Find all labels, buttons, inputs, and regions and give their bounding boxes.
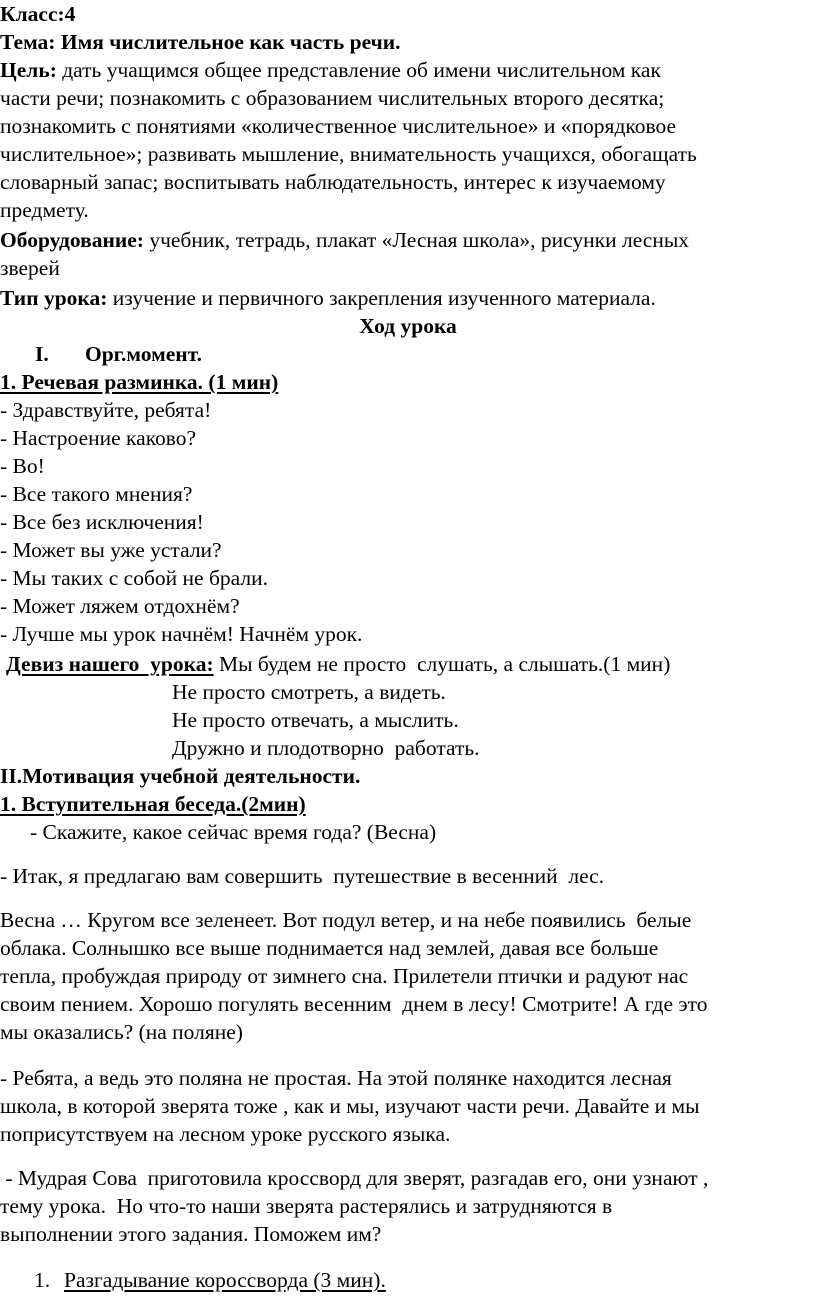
goal-line-3: познакомить с понятиями «количественное числительное» и «порядковое <box>0 114 677 138</box>
topic-text: Имя числительное как часть речи. <box>55 30 401 54</box>
spring-paragraph-line: тепла, пробуждая природу от зимнего сна. Прилетели птички и радуют нас <box>0 964 689 988</box>
motto-line: Не просто смотреть, а видеть. <box>172 680 446 704</box>
school-paragraph-line: - Ребята, а ведь это поляна не простая. На этой полянке находится лесная <box>0 1066 672 1090</box>
topic-label: Тема: <box>0 30 56 54</box>
crossword-title: Разгадывание короссворда (3 мин). <box>64 1268 386 1292</box>
class-line: Класс:4 <box>0 2 76 26</box>
section-1-number: I. <box>35 342 49 366</box>
lesson-type-line: Тип урока: изучение и первичного закрепления изученного материала. <box>0 286 656 310</box>
motto-line: Дружно и плодотворно работать. <box>172 736 480 760</box>
goal-line-5: словарный запас; воспитывать наблюдательность, интерес к изучаемому <box>0 170 666 194</box>
warmup-line: - Лучше мы урок начнём! Начнём урок. <box>0 622 363 646</box>
spring-paragraph-line: мы оказались? (на поляне) <box>0 1020 243 1044</box>
section-2-title: II.Мотивация учебной деятельности. <box>0 764 361 788</box>
motto-label: Девиз нашего урока: <box>6 652 214 676</box>
section-1-title: Орг.момент. <box>85 342 202 366</box>
warmup-line: - Может ляжем отдохнём? <box>0 594 240 618</box>
spring-paragraph-line: облака. Солнышко все выше поднимается над землей, давая все больше <box>0 936 659 960</box>
motto-line: Девиз нашего урока: Мы будем не просто слушать, а слышать.(1 мин) <box>6 652 671 676</box>
warmup-line: - Здравствуйте, ребята! <box>0 398 212 422</box>
equipment-label: Оборудование: <box>0 228 144 252</box>
warmup-line: - Мы таких с собой не брали. <box>0 566 268 590</box>
warmup-line: - Во! <box>0 454 45 478</box>
owl-paragraph-line: тему урока. Но что-то наши зверята растерялись и затрудняются в <box>0 1194 613 1218</box>
warmup-title: 1. Речевая разминка. (1 мин) <box>0 370 279 394</box>
spring-paragraph-line: Весна … Кругом все зеленеет. Вот подул ветер, и на небе появились белые <box>0 908 692 932</box>
season-question: - Скажите, какое сейчас время года? (Весна) <box>30 820 437 844</box>
journey-line: - Итак, я предлагаю вам совершить путешествие в весенний лес. <box>0 864 605 888</box>
spring-paragraph-line: своим пением. Хорошо погулять весенним днем в лесу! Смотрите! А где это <box>0 992 708 1016</box>
equipment-line-2: зверей <box>0 256 60 280</box>
goal-line-6: предмету. <box>0 198 89 222</box>
motto-line: Не просто отвечать, а мыслить. <box>172 708 459 732</box>
intro-talk-title: 1. Вступительная беседа.(2мин) <box>0 792 306 816</box>
equipment-line-1: Оборудование: учебник, тетрадь, плакат «Лесная школа», рисунки лесных <box>0 228 690 252</box>
crossword-number: 1. <box>34 1268 51 1292</box>
lesson-type-label: Тип урока: <box>0 286 108 310</box>
goal-label: Цель: <box>0 58 57 82</box>
school-paragraph-line: школа, в которой зверята тоже , как и мы, изучают части речи. Давайте и мы <box>0 1094 700 1118</box>
topic-line <box>0 28 400 56</box>
owl-paragraph-line: - Мудрая Сова приготовила кроссворд для зверят, разгадав его, они узнают , <box>0 1166 709 1190</box>
warmup-line: - Все без исключения! <box>0 510 204 534</box>
goal-line-2: части речи; познакомить с образованием числительных второго десятка; <box>0 86 665 110</box>
owl-paragraph-line: выполнении этого задания. Поможем им? <box>0 1222 382 1246</box>
lesson-title: Ход урока <box>359 314 457 338</box>
goal-line-4: числительное»; развивать мышление, внимательность учащихся, обогащать <box>0 142 697 166</box>
warmup-line: - Настроение каково? <box>0 426 197 450</box>
school-paragraph-line: поприсутствуем на лесном уроке русского языка. <box>0 1122 451 1146</box>
warmup-line: - Все такого мнения? <box>0 482 193 506</box>
goal-line-1: Цель: дать учащимся общее представление об имени числительном как <box>0 58 661 82</box>
warmup-line: - Может вы уже устали? <box>0 538 222 562</box>
